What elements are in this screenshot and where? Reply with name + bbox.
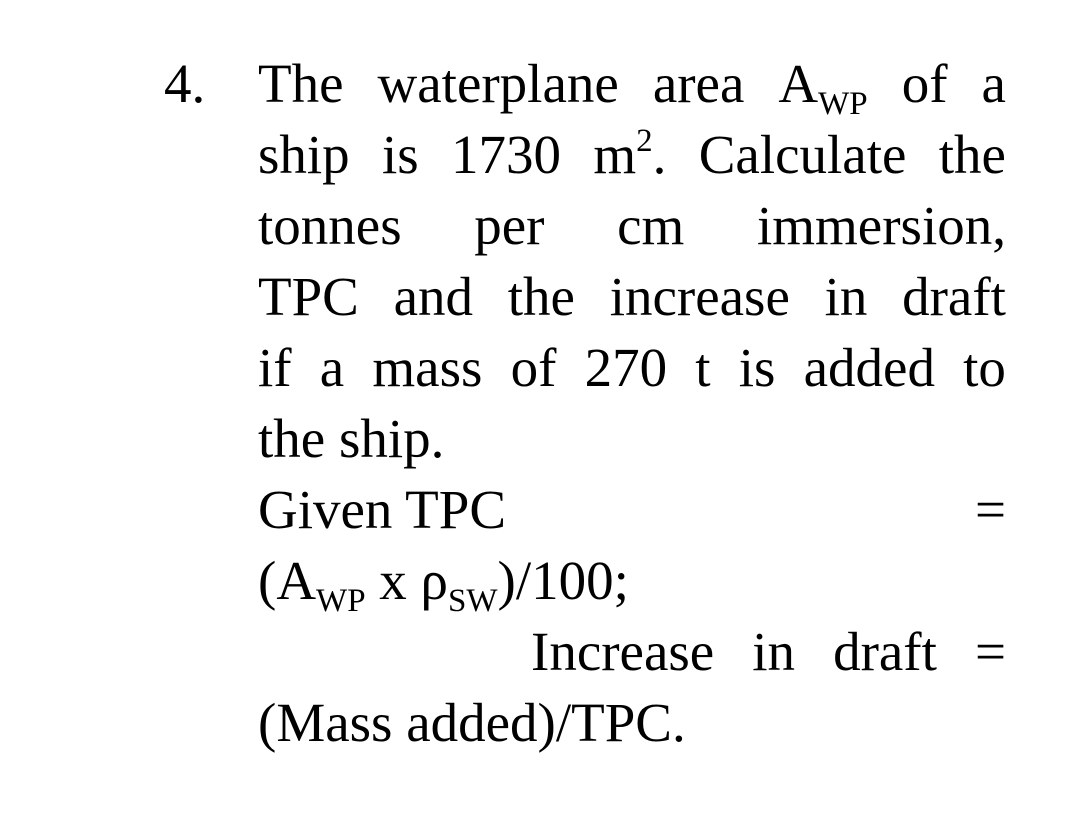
- word: if: [258, 337, 292, 398]
- word: waterplane: [377, 53, 619, 114]
- area-unit: $m^2$.: [593, 123, 667, 185]
- draft-formula: (Mass added)/TPC.: [258, 692, 686, 753]
- question-line-2: [258, 119, 1006, 190]
- word: immersion,: [756, 195, 1006, 256]
- equals-sign: =: [974, 621, 1006, 682]
- word: in: [752, 621, 796, 682]
- increase-in-draft-line: [531, 616, 1006, 687]
- word: and: [393, 266, 474, 327]
- word: Increase: [531, 621, 715, 682]
- word: The: [258, 53, 344, 114]
- word: is: [738, 337, 776, 398]
- question-line-1: [258, 48, 1006, 122]
- word: TPC: [258, 266, 359, 327]
- word: increase: [609, 266, 790, 327]
- word: t: [695, 337, 711, 398]
- word: area: [652, 53, 745, 114]
- equals-sign: =: [974, 479, 1006, 540]
- tpc-formula: ($A_{WP}$ x $\rho_{SW})/100$;: [258, 550, 629, 619]
- word: to: [963, 337, 1006, 398]
- question-line-3: [258, 190, 1006, 261]
- word: tonnes: [258, 195, 402, 256]
- word: the: [507, 266, 575, 327]
- word: a: [981, 53, 1006, 114]
- question-line-4: [258, 261, 1006, 332]
- word: of: [510, 337, 557, 398]
- word: mass: [372, 337, 483, 398]
- word: a: [319, 337, 345, 398]
- word: is: [382, 124, 419, 185]
- word: per: [474, 195, 545, 256]
- word: draft: [833, 621, 937, 682]
- awp-symbol: $A_{WP}$: [778, 53, 868, 122]
- word: in: [824, 266, 868, 327]
- word: Calculate: [698, 124, 907, 185]
- word: 270: [584, 337, 668, 398]
- word: added: [803, 337, 935, 398]
- question-line-6: the ship.: [258, 408, 445, 469]
- word: of: [901, 53, 948, 114]
- question-number: 4.: [164, 53, 206, 114]
- word: the: [938, 124, 1006, 185]
- word: draft: [902, 266, 1006, 327]
- question-line-5: [258, 332, 1006, 403]
- given-tpc-label: Given TPC: [258, 479, 507, 540]
- word: 1730: [451, 124, 562, 185]
- word: cm: [617, 195, 685, 256]
- word: ship: [258, 124, 350, 185]
- given-tpc-line: [258, 474, 1006, 545]
